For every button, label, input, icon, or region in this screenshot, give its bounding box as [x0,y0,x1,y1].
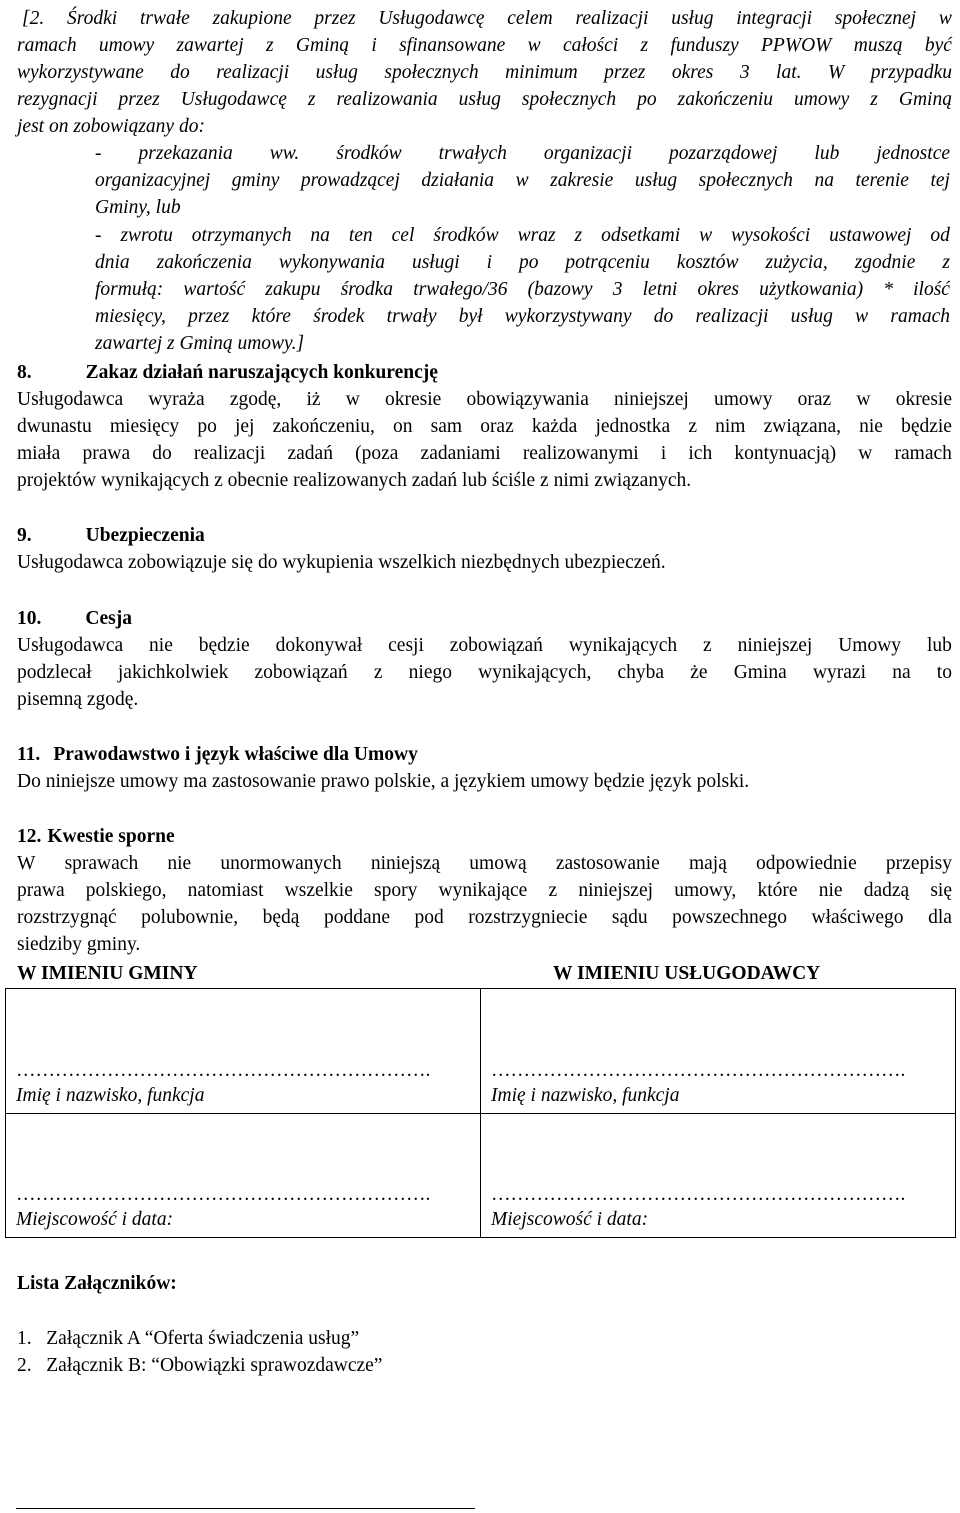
signature-cell-uslugodawca-name [481,989,956,1114]
word: niniejszą [370,853,441,874]
word: usług [458,89,501,110]
word: zadań [287,443,333,464]
word: dnia [95,252,130,273]
word: ramach [890,306,950,327]
section-heading [17,605,132,632]
word: do [170,62,190,83]
section-title: Zakaz działań naruszających konkurencję [85,362,438,383]
word: dadzą [863,880,910,901]
word: wykorzystywane [17,62,144,83]
word: mają [688,853,727,874]
section-number: 11. [17,744,41,765]
word: będzie [198,635,250,656]
word: organizacyjnej [95,170,211,191]
word: środka [340,279,394,300]
word: to [936,662,952,683]
word: na [892,662,911,683]
word: zakupione [212,8,292,29]
word: minimum [505,62,578,83]
signature-heading-uslugodawca: W IMIENIU USŁUGODAWCY [553,963,821,984]
word: wynikających, [478,662,592,683]
word: umowy [98,35,155,56]
word: poddane [323,907,390,928]
word: Gminą [295,35,350,56]
word: okresie [384,389,442,410]
word: (poza [355,443,399,464]
word: przekazania [138,143,233,164]
paragraph-line [95,222,950,249]
word: usług [315,62,358,83]
word: cel [391,225,415,246]
word: Usługodawca [17,389,124,410]
word: realizowanymi [522,443,639,464]
word: usług [634,170,678,191]
attachment-item: 2. Załącznik B: “Obowiązki sprawozdawcze” [17,1355,383,1376]
word: [2. [22,8,45,29]
word: Umowy [838,635,902,656]
word: dla [928,907,952,928]
word: z [688,416,697,437]
section-title: Kwestie sporne [47,826,175,847]
word: W [17,853,36,874]
paragraph-line: jest on zobowiązany do: [17,116,205,137]
word: środek [313,306,365,327]
word: pozarządowej [669,143,778,164]
signature-dots: ………………………………………………………. [491,1059,906,1081]
paragraph-line: siedziby gminy. [17,934,141,955]
word: po [518,252,539,273]
paragraph-line: projektów wynikających z obecnie realizowanych zadań lub ściśle z nimi związanych. [17,470,692,491]
word: lub [926,635,952,656]
word: wraz [517,225,556,246]
paragraph-line [17,659,952,686]
word: realizacji [216,62,290,83]
word: i [486,252,492,273]
footer-rule [16,1508,475,1509]
paragraph-line [17,850,952,877]
word: do [152,443,172,464]
word: społecznych [521,89,617,110]
word: nie [818,880,843,901]
word: odpowiednie [756,853,857,874]
word: że [690,662,708,683]
attachments-heading: Lista Załączników: [17,1273,177,1294]
paragraph-line [17,877,952,904]
word: zwrotu [120,225,173,246]
word: letni [642,279,678,300]
word: Gminą [898,89,952,110]
word: umowy [713,389,773,410]
word: w [856,389,871,410]
signature-cell-gmina-place [6,1113,481,1238]
word: zobowiązań [449,635,543,656]
word: sam [430,416,463,437]
paragraph-line: Gminy, lub [95,197,181,218]
word: okres [671,62,714,83]
word: będzie [901,416,952,437]
word: chyba [617,662,665,683]
word: do [653,306,674,327]
word: i [371,35,377,56]
word: trwałe [139,8,190,29]
word: przypadku [870,62,952,83]
word: pod [414,907,444,928]
word: tej [930,170,950,191]
word: związana, [763,416,841,437]
word: lat. [776,62,802,83]
signature-row-place [6,1113,956,1238]
name-caption: Imię i nazwisko, funkcja [16,1084,205,1106]
word: realizacji [193,443,266,464]
word: spory [374,880,418,901]
word: nie [859,416,883,437]
signature-heading-gmina: W IMIENIU GMINY [17,963,198,984]
word: zakończeniu, [272,416,375,437]
word: z [373,662,383,683]
word: terenie [855,170,909,191]
word: podzlecał [17,662,92,683]
word: wysokości [731,225,811,246]
word: kosztów [676,252,739,273]
word: iż [306,389,321,410]
word: z [870,89,878,110]
word: z [703,635,712,656]
word: sprawach [64,853,139,874]
word: przez [118,89,160,110]
word: niniejszej [614,389,689,410]
word: z [307,89,316,110]
paragraph-line [95,140,950,167]
word: potrąceniu [565,252,650,273]
word: usługi [411,252,460,273]
word: niniejszej [737,635,813,656]
signature-dots: ………………………………………………………. [16,1184,431,1205]
word: oraz [797,389,832,410]
word: użytkowania) [759,279,864,300]
word: nie [149,635,173,656]
word: środków [433,225,499,246]
word: natomiast [187,880,264,901]
word: będą [262,907,300,928]
signature-dots: ………………………………………………………. [16,1059,431,1081]
word: się [930,880,952,901]
word: 3 [739,62,750,83]
word: i [660,443,667,464]
word: zadaniami [420,443,501,464]
word: przez [188,306,230,327]
signature-cell-gmina-name [6,989,481,1114]
word: umowy [794,89,850,110]
section-heading [17,522,205,549]
paragraph-line: pisemną zgodę. [17,689,139,710]
word: z [640,35,649,56]
word: środków [336,143,402,164]
paragraph-line [95,249,950,276]
word: okres [697,279,739,300]
word: gminy [231,170,280,191]
word: właściwego [811,907,904,928]
word: społecznych [698,170,793,191]
word: z [266,35,274,56]
word: na [310,225,330,246]
paragraph-line: Do niniejsze umowy ma zastosowanie prawo polskie, a językiem umowy będzie język polski. [17,771,750,792]
paragraph-line [17,32,952,59]
word: niniejszej [578,880,654,901]
signature-dots: ………………………………………………………. [491,1184,906,1205]
word: funduszy [670,35,739,56]
word: być [924,35,952,56]
word: które [251,306,291,327]
paragraph-line [17,413,952,440]
word: społecznej [834,8,917,29]
word: Gmina [733,662,787,683]
word: miesięcy, [95,306,166,327]
word: polskiego, [85,880,167,901]
word: rozstrzygniecie [468,907,588,928]
word: zakupu [265,279,321,300]
word: zgodę, [229,389,282,410]
word: wartość [183,279,246,300]
word: rezygnacji [17,89,98,110]
word: trwałych [438,143,507,164]
word: usług [790,306,833,327]
word: * [883,279,893,300]
word: obowiązywania [466,389,589,410]
word: cesji [388,635,424,656]
word: - [95,143,102,164]
word: w [938,8,952,29]
word: realizacji [575,8,649,29]
word: działania [421,170,495,191]
word: wynikające [438,880,528,901]
word: umową [469,853,527,874]
section-number: 8. [17,362,32,383]
word: nim [715,416,746,437]
word: - [95,225,102,246]
section-number: 12. [17,826,42,847]
paragraph-line [22,5,952,32]
word: na [814,170,834,191]
word: prowadzącej [300,170,400,191]
word: z [548,880,558,901]
word: integracji [736,8,813,29]
word: przez [314,8,356,29]
word: wyraża [148,389,205,410]
section-title: Prawodawstwo i język właściwe dla Umowy [53,744,418,765]
signature-row-name [6,989,956,1114]
word: trwały [386,306,437,327]
word: zawartej [176,35,244,56]
paragraph-line [95,303,950,330]
word: prawa [17,880,65,901]
word: zgodnie [854,252,916,273]
word: realizowania [336,89,438,110]
paragraph-line [17,86,952,113]
word: usług [671,8,714,29]
signature-table [5,988,956,1238]
word: ramach [894,443,952,464]
paragraph-line: zawartej z Gminą umowy.] [95,333,305,354]
word: formułą: [95,279,164,300]
word: społecznych [384,62,479,83]
word: ten [348,225,373,246]
word: trwałego/36 [413,279,508,300]
word: powszechnego [672,907,787,928]
word: zużycia, [765,252,828,273]
word: nie [167,853,192,874]
word: po [197,416,217,437]
section-heading [17,741,418,768]
word: zakresie [550,170,614,191]
word: dokonywał [275,635,363,656]
word: w [858,443,873,464]
word: jednostce [876,143,950,164]
word: w [515,170,529,191]
word: W [828,62,845,83]
word: ww. [269,143,300,164]
word: on [393,416,413,437]
word: przez [604,62,646,83]
word: po [637,89,657,110]
word: sfinansowane [399,35,506,56]
paragraph-line [95,276,950,303]
word: umowy, [674,880,737,901]
word: unormowanych [220,853,342,874]
word: całości [562,35,619,56]
word: prawa [82,443,131,464]
word: ich [688,443,713,464]
word: (bazowy [527,279,593,300]
word: okresie [895,389,952,410]
word: kontynuacją) [734,443,837,464]
word: przepisy [885,853,952,874]
word: był [458,306,483,327]
section-number: 10. [17,608,42,629]
word: lub [814,143,840,164]
word: odsetkami [601,225,681,246]
word: Środki [66,8,118,29]
paragraph-line [17,440,952,467]
section-heading [17,823,175,850]
word: ustawowej [829,225,912,246]
word: realizacji [695,306,769,327]
word: w [699,225,713,246]
place-caption: Miejscowość i data: [491,1209,649,1230]
word: 3 [612,279,623,300]
word: z [574,225,583,246]
word: celem [507,8,553,29]
word: wykorzystywany [504,306,632,327]
word: wynikających [568,635,678,656]
paragraph-line [17,386,952,413]
word: zakończenia [156,252,252,273]
word: Usługodawcę [378,8,485,29]
word: wykonywania [278,252,386,273]
word: miała [17,443,61,464]
word: zobowiązań [254,662,348,683]
word: miesięcy [109,416,180,437]
word: muszą [853,35,903,56]
word: jakichkolwiek [117,662,229,683]
paragraph-line: Usługodawca zobowiązuje się do wykupienia wszelkich niezbędnych ubezpieczeń. [17,552,666,573]
word: Usługodawca [17,635,124,656]
word: każda [531,416,578,437]
section-title: Ubezpieczenia [85,525,205,546]
word: zakończeniu [677,89,773,110]
name-caption: Imię i nazwisko, funkcja [491,1084,680,1106]
word: w [855,306,869,327]
word: jednostka [595,416,671,437]
word: Usługodawcę [180,89,287,110]
word: od [930,225,950,246]
paragraph-line [95,167,950,194]
word: wyrazi [812,662,867,683]
word: dwunastu [17,416,92,437]
word: jej [234,416,255,437]
paragraph-line [17,904,952,931]
word: wszelkie [284,880,353,901]
word: w [345,389,360,410]
word: organizacji [543,143,633,164]
word: oraz [480,416,514,437]
word: otrzymanych [191,225,292,246]
word: PPWOW [761,35,832,56]
word: które [757,880,798,901]
word: z [942,252,950,273]
word: ramach [17,35,77,56]
section-title: Cesja [85,608,132,629]
word: niego [408,662,452,683]
section-heading [17,359,438,386]
attachment-item: 1. Załącznik A “Oferta świadczenia usług” [17,1328,360,1349]
word: rozstrzygnąć [17,907,117,928]
word: w [527,35,541,56]
section-number: 9. [17,525,32,546]
paragraph-line [17,632,952,659]
place-caption: Miejscowość i data: [16,1209,174,1230]
paragraph-line [17,59,952,86]
word: ilość [913,279,950,300]
word: sądu [611,907,648,928]
word: zastosowanie [555,853,660,874]
signature-cell-uslugodawca-place [481,1113,956,1238]
word: polubownie, [141,907,239,928]
